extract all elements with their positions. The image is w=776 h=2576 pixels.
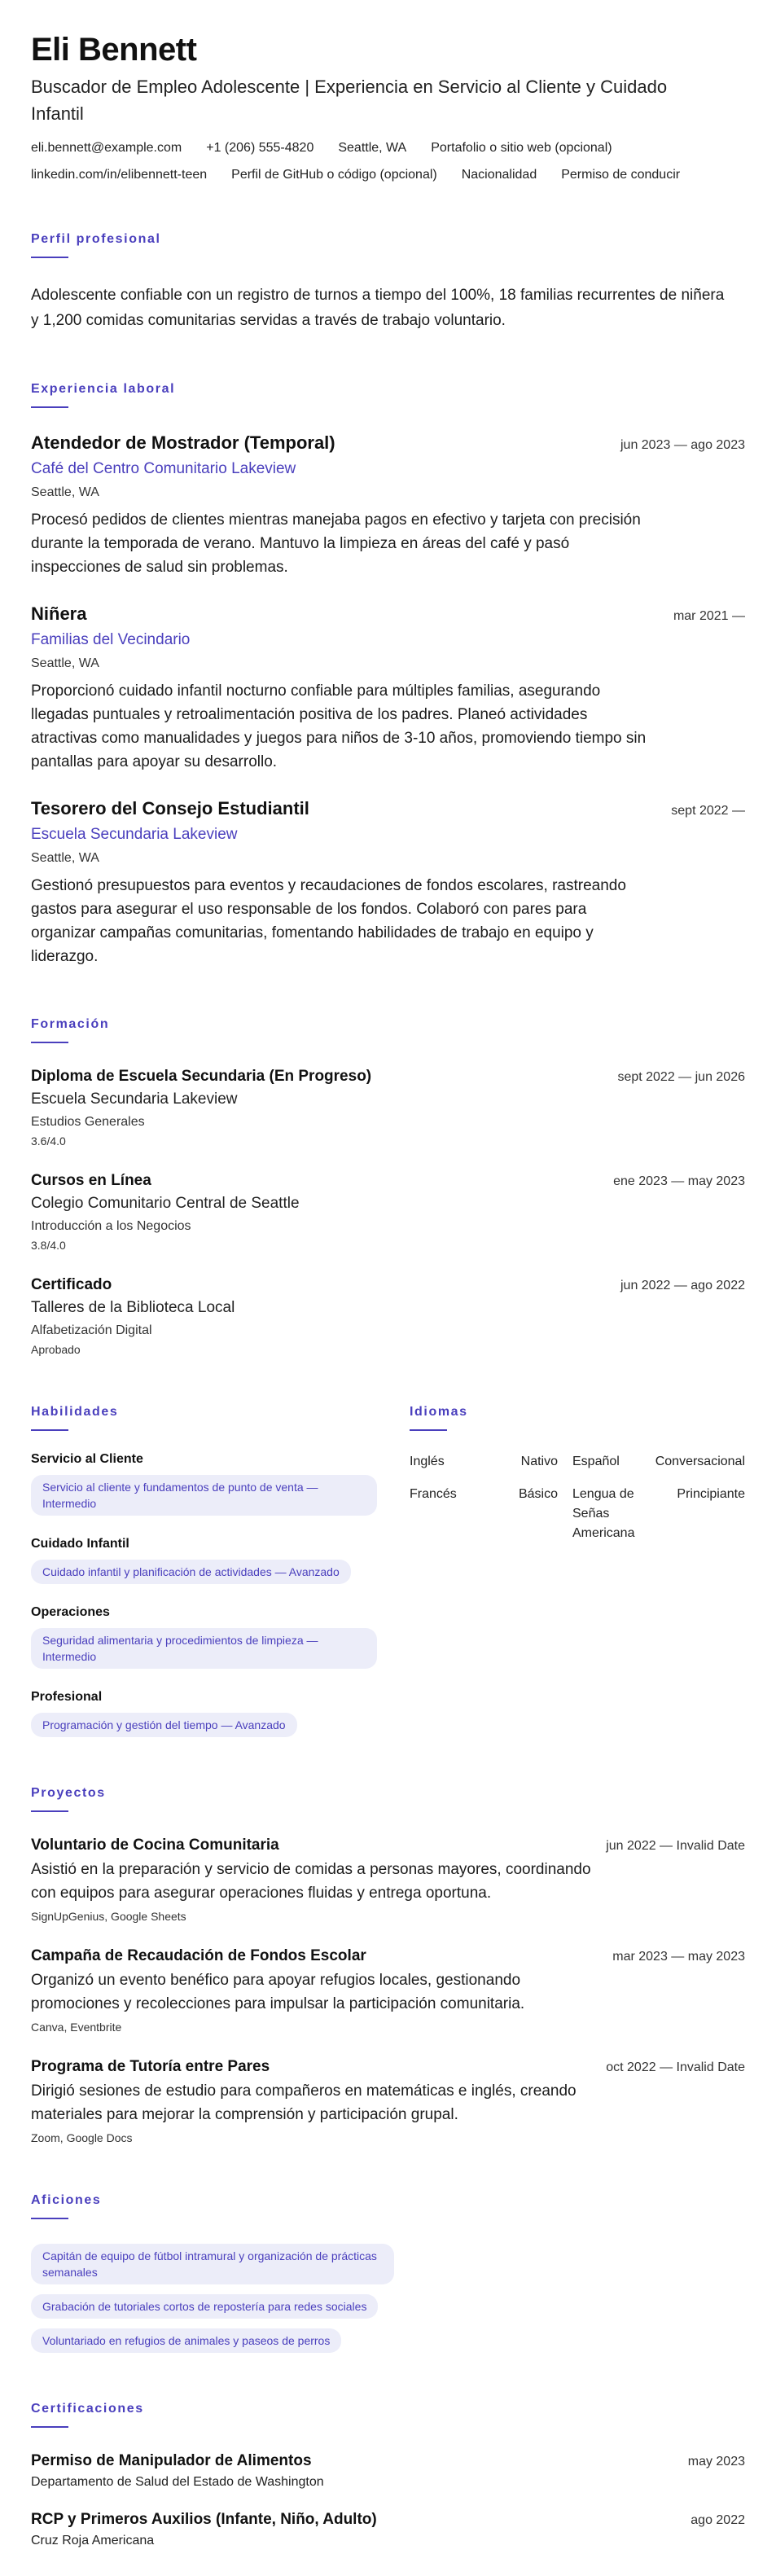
education-school: Escuela Secundaria Lakeview xyxy=(31,1091,238,1108)
education-entry xyxy=(31,1068,745,1148)
contact-phone[interactable]: +1 (206) 555-4820 xyxy=(206,141,314,155)
job-dates: mar 2021 — xyxy=(673,609,745,623)
skill-category: Operaciones xyxy=(31,1605,110,1619)
education-school: Talleres de la Biblioteca Local xyxy=(31,1299,235,1316)
certification-entry xyxy=(31,2452,745,2490)
profile-section xyxy=(31,232,745,333)
job-company: Escuela Secundaria Lakeview xyxy=(31,826,238,843)
section-title-hobbies: Aficiones xyxy=(31,2193,102,2207)
skills-languages-row xyxy=(31,1405,745,1737)
language-level: Principiante xyxy=(677,1487,745,1501)
job-company: Familias del Vecindario xyxy=(31,631,191,648)
certification-issuer: Departamento de Salud del Estado de Washington xyxy=(31,2475,324,2489)
project-dates: mar 2023 — may 2023 xyxy=(612,1950,745,1964)
skill-tag: Cuidado infantil y planificación de actividades — Avanzado xyxy=(31,1560,351,1584)
section-divider xyxy=(31,257,68,258)
education-field: Introducción a los Negocios xyxy=(31,1219,191,1233)
project-tools: Zoom, Google Docs xyxy=(31,2131,133,2144)
certification-issuer: Cruz Roja Americana xyxy=(31,2534,155,2547)
job-description: Procesó pedidos de clientes mientras manejaba pagos en efectivo y tarjeta con precisión durante la temporada de verano. Mantuvo la limpieza en áreas del café y pasó inspecciones de salud sin problemas. xyxy=(31,511,641,576)
education-school: Colegio Comunitario Central de Seattle xyxy=(31,1195,300,1212)
section-title-certifications: Certificaciones xyxy=(31,2402,144,2416)
project-description: Dirigió sesiones de estudio para compañeros en matemáticas e inglés, creando materiales para mejorar la comprensión y participación grupal. xyxy=(31,2082,577,2123)
section-title-education: Formación xyxy=(31,1017,110,1031)
job-entry xyxy=(31,603,745,774)
section-divider xyxy=(31,1042,68,1043)
project-entry xyxy=(31,1837,745,1923)
job-entry xyxy=(31,432,745,579)
section-title-languages: Idiomas xyxy=(410,1405,468,1419)
education-field: Alfabetización Digital xyxy=(31,1323,152,1337)
language-level: Conversacional xyxy=(655,1455,745,1468)
project-title: Programa de Tutoría entre Pares xyxy=(31,2058,270,2075)
section-divider xyxy=(31,1810,68,1812)
education-grade: 3.6/4.0 xyxy=(31,1134,66,1148)
job-dates: sept 2022 — xyxy=(671,804,745,818)
skill-category: Servicio al Cliente xyxy=(31,1452,143,1466)
hobbies-list xyxy=(31,2236,745,2353)
languages-grid xyxy=(410,1452,745,1543)
section-divider xyxy=(31,2426,68,2428)
education-entry xyxy=(31,1276,745,1356)
project-title: Voluntario de Cocina Comunitaria xyxy=(31,1837,279,1854)
language-name: Inglés xyxy=(410,1455,445,1468)
education-degree: Cursos en Línea xyxy=(31,1172,151,1189)
contact-linkedin[interactable]: linkedin.com/in/elibennett-teen xyxy=(31,168,208,182)
projects-section xyxy=(31,1786,745,2144)
certification-title: Permiso de Manipulador de Alimentos xyxy=(31,2452,312,2469)
certification-date: ago 2022 xyxy=(691,2513,745,2527)
project-tools: Canva, Eventbrite xyxy=(31,2021,122,2034)
hobbies-section xyxy=(31,2193,745,2353)
job-location: Seattle, WA xyxy=(31,656,99,670)
language-level: Nativo xyxy=(520,1455,558,1468)
section-title-experience: Experiencia laboral xyxy=(31,382,176,396)
skills-section xyxy=(31,1405,377,1737)
contact-portfolio[interactable]: Portafolio o sitio web (opcional) xyxy=(431,141,612,155)
job-description: Proporcionó cuidado infantil nocturno confiable para múltiples familias, asegurando llegadas puntuales y retroalimentación positiva de los padres. Planeó actividades atractivas como manualidades y juegos para niños de 3-10 años, promoviendo tiempo sin pantallas para apoyar su desarrollo. xyxy=(31,682,647,770)
headline: Buscador de Empleo Adolescente | Experiencia en Servicio al Cliente y Cuidado Infantil xyxy=(31,77,668,124)
education-grade: Aprobado xyxy=(31,1343,81,1356)
job-title: Tesorero del Consejo Estudiantil xyxy=(31,798,309,818)
contact-email[interactable]: eli.bennett@example.com xyxy=(31,141,182,155)
section-divider xyxy=(31,1429,68,1431)
candidate-name: Eli Bennett xyxy=(31,32,197,68)
project-description: Asistió en la preparación y servicio de comidas a personas mayores, coordinando con equipos para asegurar operaciones fluidas y entrega oportuna. xyxy=(31,1861,591,1902)
hobby-tag: Grabación de tutoriales cortos de repostería para redes sociales xyxy=(31,2294,378,2319)
section-divider xyxy=(31,406,68,408)
certification-date: may 2023 xyxy=(687,2455,745,2468)
job-entry xyxy=(31,798,745,968)
education-entry xyxy=(31,1172,745,1252)
job-location: Seattle, WA xyxy=(31,485,99,499)
project-tools: SignUpGenius, Google Sheets xyxy=(31,1910,186,1923)
section-divider xyxy=(31,2218,68,2219)
skill-category: Profesional xyxy=(31,1690,103,1704)
education-dates: sept 2022 — jun 2026 xyxy=(617,1070,745,1084)
education-field: Estudios Generales xyxy=(31,1115,145,1129)
language-name: Español xyxy=(572,1455,620,1468)
education-degree: Diploma de Escuela Secundaria (En Progreso) xyxy=(31,1068,372,1085)
skill-tag: Seguridad alimentaria y procedimientos de limpieza — Intermedio xyxy=(31,1628,377,1669)
section-divider xyxy=(410,1429,447,1431)
skill-tag: Programación y gestión del tiempo — Avanzado xyxy=(31,1713,297,1737)
job-dates: jun 2023 — ago 2023 xyxy=(620,438,745,452)
project-entry xyxy=(31,2058,745,2144)
education-dates: jun 2022 — ago 2022 xyxy=(620,1279,745,1292)
job-company: Café del Centro Comunitario Lakeview xyxy=(31,460,296,477)
job-description: Gestionó presupuestos para eventos y recaudaciones de fondos escolares, rastreando gastos para asegurar el uso responsable de los fondos. Colaboró con pares para organizar campañas comunitarias, fomentando habilidades de trabajo en equipo y liderazgo. xyxy=(31,877,626,965)
language-level: Básico xyxy=(518,1487,558,1501)
education-dates: ene 2023 — may 2023 xyxy=(613,1174,745,1188)
contact-nationality: Nacionalidad xyxy=(461,168,537,182)
job-title: Niñera xyxy=(31,603,87,624)
language-name: Francés xyxy=(410,1487,457,1501)
experience-section xyxy=(31,382,745,968)
certifications-section xyxy=(31,2402,745,2548)
contact-github[interactable]: Perfil de GitHub o código (opcional) xyxy=(231,168,437,182)
languages-section xyxy=(410,1405,745,1737)
job-location: Seattle, WA xyxy=(31,851,99,865)
project-dates: oct 2022 — Invalid Date xyxy=(606,2060,745,2074)
hobby-tag: Capitán de equipo de fútbol intramural y organización de prácticas semanales xyxy=(31,2244,394,2284)
certification-entry xyxy=(31,2511,745,2548)
hobby-tag: Voluntariado en refugios de animales y paseos de perros xyxy=(31,2328,341,2353)
contact-list xyxy=(31,140,745,183)
certification-title: RCP y Primeros Auxilios (Infante, Niño, Adulto) xyxy=(31,2511,377,2528)
language-name: Lengua de Señas Americana xyxy=(572,1487,635,1540)
contact-driving-license: Permiso de conducir xyxy=(561,168,681,182)
project-description: Organizó un evento benéfico para apoyar refugios locales, gestionando promociones y recolecciones para impulsar la participación comunitaria. xyxy=(31,1972,525,2012)
resume-header xyxy=(31,29,745,183)
section-title-skills: Habilidades xyxy=(31,1405,119,1419)
contact-location: Seattle, WA xyxy=(338,141,407,155)
education-grade: 3.8/4.0 xyxy=(31,1239,66,1252)
profile-summary: Adolescente confiable con un registro de turnos a tiempo del 100%, 18 familias recurrentes de niñera y 1,200 comidas comunitarias servidas a través de trabajo voluntario. xyxy=(31,287,725,329)
job-title: Atendedor de Mostrador (Temporal) xyxy=(31,432,335,453)
project-title: Campaña de Recaudación de Fondos Escolar xyxy=(31,1947,366,1964)
project-entry xyxy=(31,1947,745,2034)
skill-category: Cuidado Infantil xyxy=(31,1537,129,1551)
section-title-profile: Perfil profesional xyxy=(31,232,161,246)
education-section xyxy=(31,1017,745,1356)
project-dates: jun 2022 — Invalid Date xyxy=(606,1839,745,1853)
skill-tag: Servicio al cliente y fundamentos de punto de venta — Intermedio xyxy=(31,1475,377,1516)
education-degree: Certificado xyxy=(31,1276,112,1293)
section-title-projects: Proyectos xyxy=(31,1786,106,1800)
